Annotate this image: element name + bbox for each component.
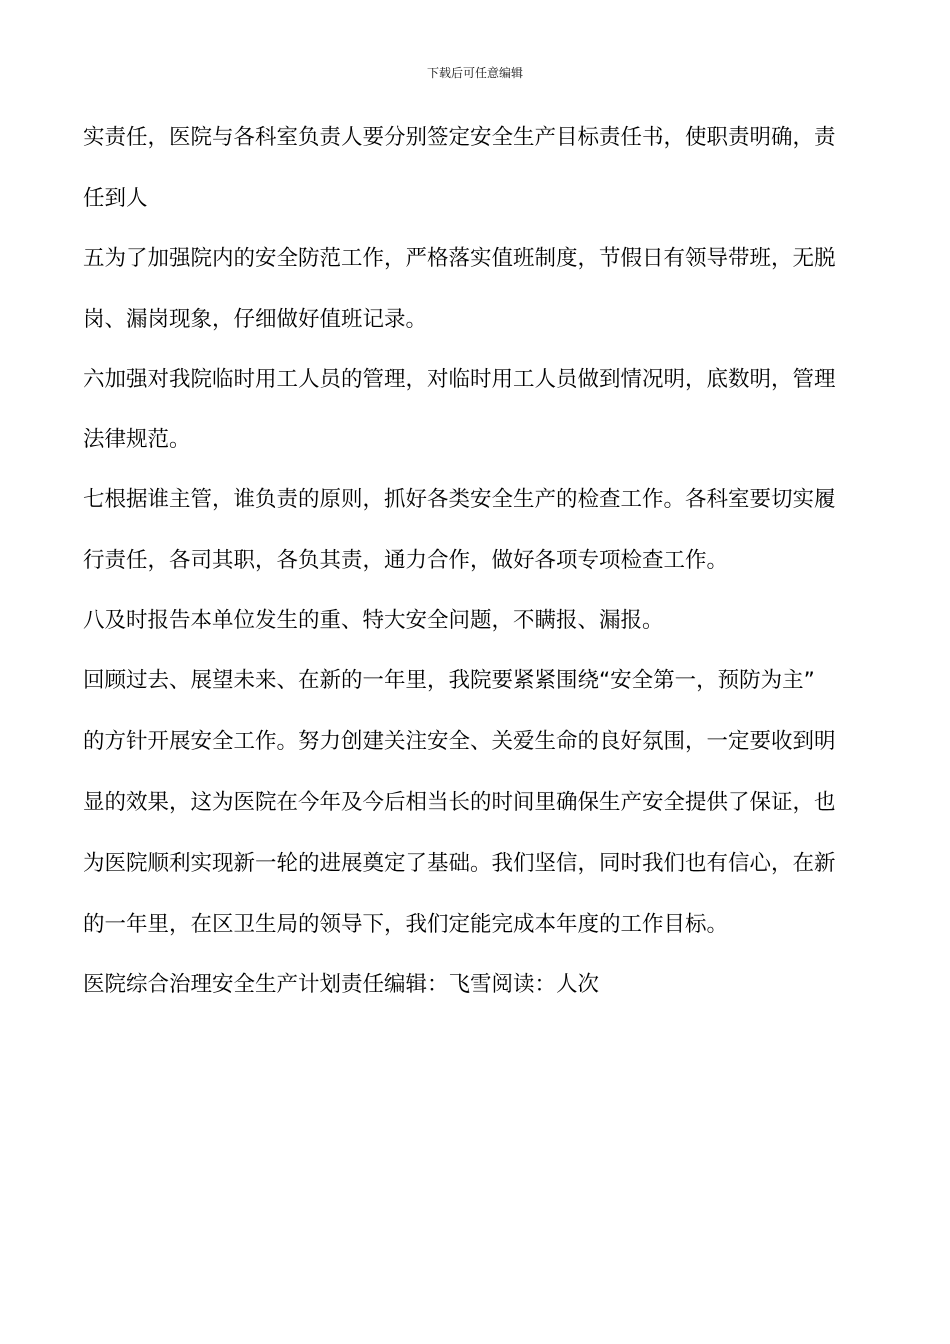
text-line: 实责任，医院与各科室负责人要分别签定安全生产目标责任书，使职责明确，责 — [83, 125, 836, 150]
text-line: 八及时报告本单位发生的重、特大安全问题，不瞒报、漏报。 — [83, 608, 664, 633]
text-line: 显的效果，这为医院在今年及今后相当长的时间里确保生产安全提供了保证，也 — [83, 790, 836, 815]
text-line: 行责任，各司其职，各负其责，通力合作，做好各项专项检查工作。 — [83, 548, 729, 573]
text-line: 七根据谁主管，谁负责的原则，抓好各类安全生产的检查工作。各科室要切实履 — [83, 487, 836, 512]
text-line: 医院综合治理安全生产计划责任编辑：飞雪阅读：人次 — [83, 972, 600, 997]
text-line: 为医院顺利实现新一轮的进展奠定了基础。我们坚信，同时我们也有信心，在新 — [83, 851, 836, 876]
text-line: 任到人 — [83, 186, 148, 211]
text-line: 回顾过去、展望未来、在新的一年里，我院要紧紧围绕“安全第一，预防为主” — [83, 668, 815, 693]
text-line: 法律规范。 — [83, 427, 191, 452]
text-line: 六加强对我院临时用工人员的管理，对临时用工人员做到情况明，底数明，管理 — [83, 367, 836, 392]
text-line: 的一年里，在区卫生局的领导下，我们定能完成本年度的工作目标。 — [83, 912, 729, 937]
page-header: 下载后可任意编辑 — [426, 66, 523, 80]
text-line: 岗、漏岗现象，仔细做好值班记录。 — [83, 307, 428, 332]
text-line: 五为了加强院内的安全防范工作，严格落实值班制度，节假日有领导带班，无脱 — [83, 246, 836, 271]
text-line: 的方针开展安全工作。努力创建关注安全、关爱生命的良好氛围，一定要收到明 — [83, 729, 836, 754]
